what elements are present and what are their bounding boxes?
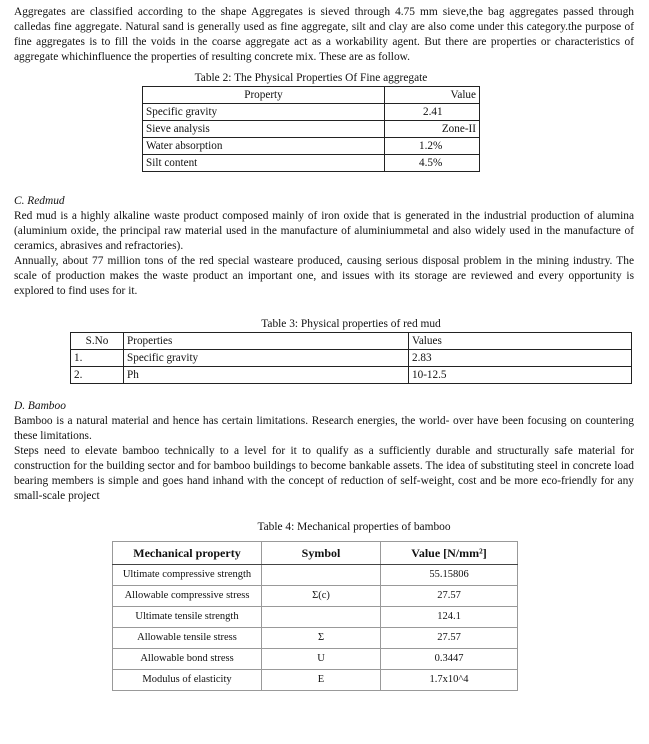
intro-paragraph: Aggregates are classified according to the shape Aggregates is sieved through 4.75 mm sieve,the bag aggregates passed through calledas fine aggregate. Natural sand is generally used as fine aggregate, silt and clay are also come under this category.the purpose of fine aggregates is to fill the voids in the coarse aggregate act as a workability agent. But there are properties or characteristics of aggregate whichinfluence the properties of resulting concrete mix. These are as follow. bbox=[14, 6, 634, 63]
table-cell: Allowable compressive stress bbox=[113, 586, 262, 607]
table-row bbox=[143, 104, 480, 121]
table-header-row bbox=[113, 542, 518, 565]
section-c-heading: C. Redmud bbox=[14, 195, 65, 207]
table3-red-mud bbox=[70, 332, 632, 384]
table-cell: 2. bbox=[71, 367, 124, 384]
section-c-paragraph-2: Annually, about 77 million tons of the red special wasteare produced, causing serious disposal problem in the mining industry. The scale of production makes the waste product an important one, and issues with its storage are reviewed and every opportunity is explored to find uses for it. bbox=[14, 255, 634, 297]
table-cell: Allowable bond stress bbox=[113, 649, 262, 670]
document-page bbox=[14, 5, 634, 691]
table-cell: Σ bbox=[262, 628, 381, 649]
section-c-paragraph-1: Red mud is a highly alkaline waste product composed mainly of iron oxide that is generated in the industrial production of alumina (aluminium oxide, the principal raw material used in the manufacture of aluminiummetal and also widely used in the manufacture of ceramics, abrasives and refractories). bbox=[14, 210, 634, 252]
table-header: Value [N/mm²] bbox=[381, 542, 518, 565]
table4-caption: Table 4: Mechanical properties of bamboo bbox=[257, 521, 451, 533]
table-cell: 10-12.5 bbox=[409, 367, 632, 384]
table4-bamboo bbox=[112, 541, 518, 691]
table2-caption: Table 2: The Physical Properties Of Fine aggregate bbox=[194, 72, 428, 84]
table-header: S.No bbox=[71, 333, 124, 350]
table-cell bbox=[262, 565, 381, 586]
table-cell: Modulus of elasticity bbox=[113, 670, 262, 691]
table-header: Value bbox=[385, 87, 480, 104]
table-row bbox=[143, 138, 480, 155]
table-cell: 2.83 bbox=[409, 350, 632, 367]
table-row bbox=[143, 155, 480, 172]
table-cell: 2.41 bbox=[385, 104, 480, 121]
table-header: Symbol bbox=[262, 542, 381, 565]
table-cell: 124.1 bbox=[381, 607, 518, 628]
table-row bbox=[113, 649, 518, 670]
table-cell bbox=[262, 607, 381, 628]
table-header: Properties bbox=[124, 333, 409, 350]
table-cell: Specific gravity bbox=[143, 104, 385, 121]
table-header: Values bbox=[409, 333, 632, 350]
table-row bbox=[71, 350, 632, 367]
table-cell: 0.3447 bbox=[381, 649, 518, 670]
table-row bbox=[143, 121, 480, 138]
table-row bbox=[113, 586, 518, 607]
section-d-paragraph-1: Bamboo is a natural material and hence has certain limitations. Research energies, the world- over have been focusing on countering these limitations. bbox=[14, 415, 634, 442]
table-row bbox=[71, 367, 632, 384]
table-row bbox=[113, 565, 518, 586]
table-cell: 27.57 bbox=[381, 628, 518, 649]
table-cell: Zone-II bbox=[385, 121, 480, 138]
table-cell: E bbox=[262, 670, 381, 691]
table-cell: 1.7x10^4 bbox=[381, 670, 518, 691]
table-cell: Ultimate tensile strength bbox=[113, 607, 262, 628]
table-row bbox=[113, 670, 518, 691]
table-cell: Water absorption bbox=[143, 138, 385, 155]
table-cell: 1.2% bbox=[385, 138, 480, 155]
table-cell: Sieve analysis bbox=[143, 121, 385, 138]
table-cell: Ultimate compressive strength bbox=[113, 565, 262, 586]
table-header: Mechanical property bbox=[113, 542, 262, 565]
table-header-row bbox=[71, 333, 632, 350]
table-cell: 1. bbox=[71, 350, 124, 367]
table3-caption: Table 3: Physical properties of red mud bbox=[261, 318, 441, 330]
table-cell: Ph bbox=[124, 367, 409, 384]
table-row bbox=[113, 607, 518, 628]
table-header-row bbox=[143, 87, 480, 104]
section-d-heading: D. Bamboo bbox=[14, 400, 66, 412]
table2-fine-aggregate bbox=[142, 86, 480, 172]
section-d-paragraph-2: Steps need to elevate bamboo technically to a level for it to qualify as a sufficiently durable and structurally safe material for construction for the building sector and for bamboo buildings to become bankable assets. The idea of substituting steel in concrete load bearing members is simple and goes hand inhand with the concept of reduction of self-weight, cost and be more eco-friendly for any small-scale project bbox=[14, 445, 634, 502]
table-cell: Σ(c) bbox=[262, 586, 381, 607]
table-header: Property bbox=[143, 87, 385, 104]
table-cell: U bbox=[262, 649, 381, 670]
table-cell: Allowable tensile stress bbox=[113, 628, 262, 649]
table-cell: 55.15806 bbox=[381, 565, 518, 586]
table-cell: 27.57 bbox=[381, 586, 518, 607]
table-cell: Specific gravity bbox=[124, 350, 409, 367]
table-row bbox=[113, 628, 518, 649]
table-cell: Silt content bbox=[143, 155, 385, 172]
table-cell: 4.5% bbox=[385, 155, 480, 172]
